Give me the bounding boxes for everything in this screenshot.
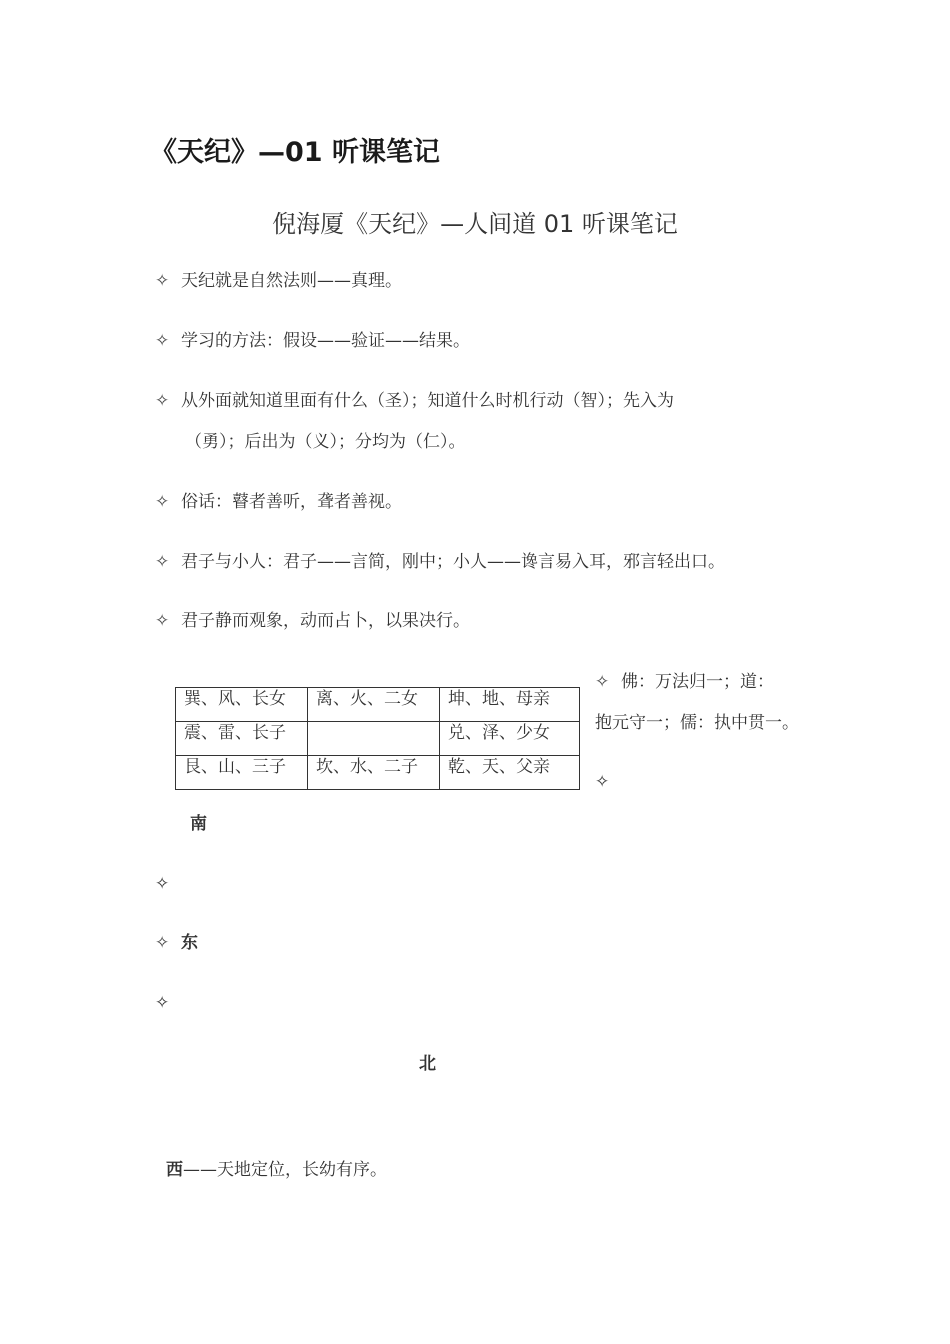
bullet-item xyxy=(155,329,470,353)
side-note-line2: 抱元守一；儒：执中贯一。 xyxy=(595,713,799,733)
table-cell: 乾、天、父亲 xyxy=(440,756,580,790)
bullet-diamond-icon: ✧ xyxy=(155,552,170,572)
bullet-diamond-icon: ✧ xyxy=(155,331,170,351)
table-cell xyxy=(308,722,440,756)
direction-south: 南 xyxy=(190,814,207,834)
trigram-table xyxy=(175,687,580,790)
bullet-item xyxy=(155,389,674,413)
bullet-text: 从外面就知道里面有什么（圣）；知道什么时机行动（智）；先入为 xyxy=(181,391,674,411)
table-cell: 艮、山、三子 xyxy=(176,756,308,790)
bullet-continuation: （勇）；后出为（义）；分均为（仁）。 xyxy=(185,432,466,452)
direction-north: 北 xyxy=(419,1054,436,1074)
direction-east: 东 xyxy=(181,933,198,953)
bullet-diamond-icon: ✧ xyxy=(155,492,170,512)
table-cell: 坎、水、二子 xyxy=(308,756,440,790)
bullet-diamond-icon: ✧ xyxy=(595,672,610,692)
bullet-text: 君子与小人：君子——言简，刚中；小人——谗言易入耳，邪言轻出口。 xyxy=(181,552,725,572)
document-subtitle: 倪海厦《天纪》—人间道 01 听课笔记 xyxy=(272,210,678,238)
table-row xyxy=(176,688,580,722)
closing-line xyxy=(166,1158,387,1182)
bullet-item xyxy=(155,490,402,514)
table-row xyxy=(176,756,580,790)
bullet-diamond-icon: ✧ xyxy=(155,271,170,291)
bullet-diamond-icon: ✧ xyxy=(155,874,170,894)
bullet-diamond-icon: ✧ xyxy=(155,993,170,1013)
bullet-item xyxy=(155,609,470,633)
bullet-text: 俗话：瞽者善听，聋者善视。 xyxy=(181,492,402,512)
bullet-text: 天纪就是自然法则——真理。 xyxy=(181,271,402,291)
table-cell: 震、雷、长子 xyxy=(176,722,308,756)
table-row xyxy=(176,722,580,756)
table-cell: 坤、地、母亲 xyxy=(440,688,580,722)
bullet-diamond-icon: ✧ xyxy=(155,391,170,411)
bullet-diamond-icon: ✧ xyxy=(595,772,610,792)
table-cell: 离、火、二女 xyxy=(308,688,440,722)
side-note-text: 佛：万法归一；道： xyxy=(621,672,774,692)
bullet-text: 学习的方法：假设——验证——结果。 xyxy=(181,331,470,351)
side-note-line1 xyxy=(595,670,774,694)
direction-west: 西 xyxy=(166,1160,183,1180)
document-title: 《天纪》—01 听课笔记 xyxy=(150,137,440,168)
bullet-diamond-icon: ✧ xyxy=(155,933,170,953)
bullet-diamond-icon: ✧ xyxy=(155,611,170,631)
table-cell: 兑、泽、少女 xyxy=(440,722,580,756)
bullet-item xyxy=(155,269,402,293)
closing-text: ——天地定位，长幼有序。 xyxy=(183,1160,387,1180)
bullet-text: 君子静而观象，动而占卜，以果决行。 xyxy=(181,611,470,631)
bullet-item xyxy=(155,931,198,955)
table-cell: 巽、风、长女 xyxy=(176,688,308,722)
bullet-item xyxy=(155,550,725,574)
